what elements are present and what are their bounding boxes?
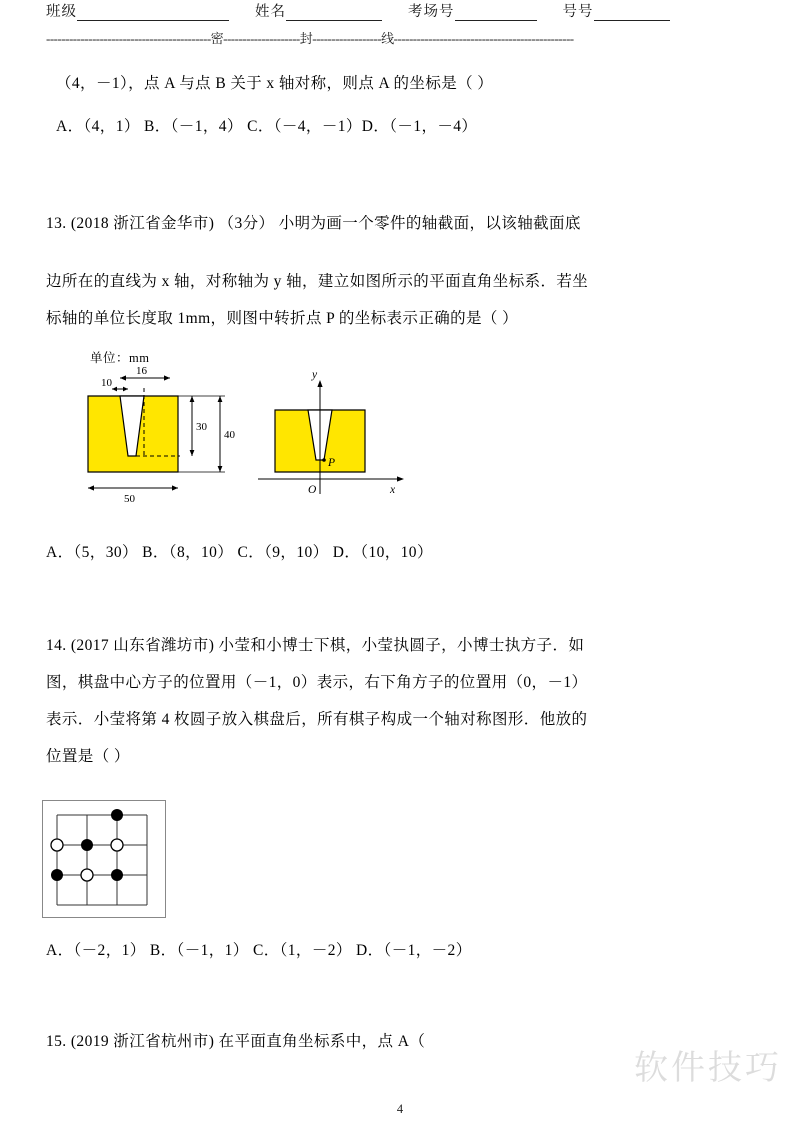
dim-40-arrow-top: [218, 396, 223, 402]
seat-label: 号号: [562, 4, 594, 20]
watermark: 软件技巧: [634, 1049, 782, 1087]
board-grid: [57, 815, 147, 905]
y-axis-arrow: [317, 380, 322, 387]
stone-black: [51, 869, 63, 881]
dim-50-arrow-right: [172, 485, 178, 490]
header-fields-row: [46, 0, 756, 21]
question-12-stem: （4，－1），点 A 与点 B 关于 x 轴对称，则点 A 的坐标是（ ）: [56, 75, 494, 92]
stone-black: [111, 869, 123, 881]
point-p-label: P: [328, 457, 336, 469]
question-13-line1: [46, 208, 756, 239]
question-14-source: (2017 山东省潍坊市): [70, 637, 215, 654]
name-blank: [286, 6, 382, 21]
name-label: 姓名: [255, 4, 286, 20]
question-13-source: (2018 浙江省金华市): [70, 215, 215, 232]
dim-50-label: 50: [124, 493, 135, 505]
question-14-line3: 表示．小莹将第 4 枚圆子放入棋盘后，所有棋子构成一个轴对称图形．他放的: [46, 711, 588, 728]
dim-30-arrow-bottom: [190, 450, 195, 456]
seat-blank: [594, 6, 670, 21]
figure-unit-label: 单位：mm: [90, 351, 150, 365]
class-label: 班级: [46, 4, 77, 20]
question-13-line3: 标轴的单位长度取 1mm，则图中转折点 P 的坐标表示正确的是（ ）: [46, 310, 519, 327]
stone-white: [111, 839, 123, 851]
figure-13-svg: [60, 348, 396, 523]
point-p-marker: [322, 458, 326, 462]
dim-40-arrow-bottom: [218, 466, 223, 472]
question-13-number: 13.: [46, 215, 67, 232]
exam-room-blank: [455, 6, 537, 21]
dim-10-label: 10: [101, 377, 112, 389]
stone-white: [81, 869, 93, 881]
question-15-source: (2019 浙江省杭州市): [70, 1033, 215, 1050]
y-axis-label: y: [312, 369, 318, 381]
question-14-options: A．（－2，1） B．（－1，1） C．（1，－2） D．（－1，－2）: [46, 942, 472, 959]
exam-room-label: 考场号: [408, 4, 455, 20]
question-14-number: 14.: [46, 637, 67, 654]
question-14-line1: [46, 630, 762, 661]
dim-10-arrow-right: [123, 387, 128, 392]
x-axis-arrow: [397, 476, 404, 481]
dim-30-label: 30: [196, 421, 207, 433]
dim-16-label: 16: [136, 365, 147, 377]
question-13-score: （3分）: [218, 215, 275, 232]
class-blank: [77, 6, 229, 21]
question-13-stem-part1: 小明为画一个零件的轴截面，以该轴截面底: [278, 215, 581, 232]
question-15-number: 15.: [46, 1033, 67, 1050]
question-15-stem: 在平面直角坐标系中，点 A（: [218, 1033, 426, 1050]
page-number: 4: [396, 1102, 404, 1116]
question-14-line4: 位置是（ ）: [46, 748, 130, 765]
question-14-line2: 图，棋盘中心方子的位置用（－1，0）表示，右下角方子的位置用（0，－1）: [46, 674, 588, 691]
origin-label: O: [308, 484, 317, 496]
page-header: [46, 0, 756, 21]
question-14-figure: [42, 800, 166, 918]
dim-30-arrow-top: [190, 396, 195, 402]
question-13-options: A．（5，30） B．（8，10） C．（9，10） D．（10，10）: [46, 544, 433, 561]
stone-black: [81, 839, 93, 851]
dim-40-label: 40: [224, 429, 235, 441]
seal-line: -------------------------------------------密--------------------封------------------线-----------------------------------------------: [46, 31, 574, 46]
go-board-svg: [43, 801, 165, 917]
question-13-figure: [60, 348, 396, 523]
stone-black: [111, 809, 123, 821]
dim-16-arrow-left: [120, 375, 126, 380]
stone-white: [51, 839, 63, 851]
question-12-options: A．（4，1） B．（－1，4） C．（－4，－1）D．（－1，－4）: [56, 118, 478, 135]
question-14-stem-part1: 小莹和小博士下棋，小莹执圆子，小博士执方子．如: [218, 637, 585, 654]
dim-10-arrow-left: [112, 387, 117, 392]
dim-50-arrow-left: [88, 485, 94, 490]
dim-16-arrow-right: [164, 375, 170, 380]
question-13-line2: 边所在的直线为 x 轴，对称轴为 y 轴，建立如图所示的平面直角坐标系．若坐: [46, 273, 589, 290]
x-axis-label: x: [390, 484, 396, 496]
